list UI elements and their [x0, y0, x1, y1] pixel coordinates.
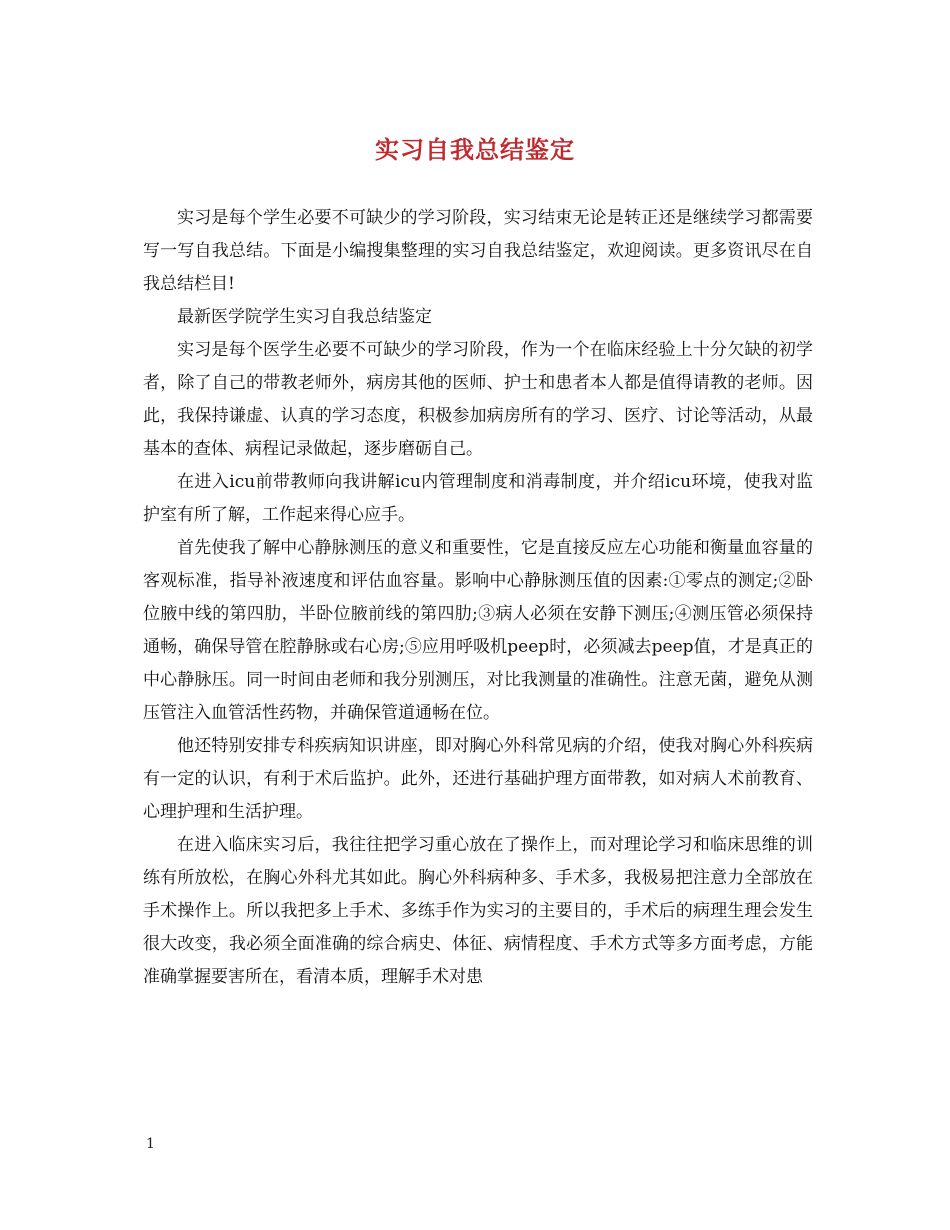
document-body [143, 202, 813, 994]
document-title: 实习自我总结鉴定 [375, 136, 575, 164]
paragraph-internship: 实习是每个医学生必要不可缺少的学习阶段，作为一个在临床经验上十分欠缺的初学者，除了自己的带教老师外，病房其他的医师、护士和患者本人都是值得请教的老师。因此，我保持谦虚、认真的学习态度，积极参加病房所有的学习、医疗、讨论等活动，从最基本的查体、病程记录做起，逐步磨砺自己。 [143, 340, 813, 459]
paragraph-lectures: 他还特别安排专科疾病知识讲座，即对胸心外科常见病的介绍，使我对胸心外科疾病有一定的认识，有利于术后监护。此外，还进行基础护理方面带教，如对病人术前教育、心理护理和生活护理。 [143, 736, 813, 822]
page-number: 1 [146, 1136, 155, 1152]
paragraph-cvp: 首先使我了解中心静脉测压的意义和重要性，它是直接反应左心功能和衡量血容量的客观标准，指导补液速度和评估血容量。影响中心静脉测压值的因素:①零点的测定;②卧位腋中线的第四肋，半卧位腋前线的第四肋;③病人必须在安静下测压;④测压管必须保持通畅，确保导管在腔静脉或右心房;⑤应用呼吸机peep时，必须减去peep值，才是真正的中心静脉压。同一时间由老师和我分别测压，对比我测量的准确性。注意无菌，避免从测压管注入血管活性药物，并确保管道通畅在位。 [143, 538, 813, 723]
paragraph-icu: 在进入icu前带教师向我讲解icu内管理制度和消毒制度，并介绍icu环境，使我对监护室有所了解，工作起来得心应手。 [143, 472, 813, 525]
paragraph-clinical: 在进入临床实习后，我往往把学习重心放在了操作上，而对理论学习和临床思维的训练有所放松，在胸心外科尤其如此。胸心外科病种多、手术多，我极易把注意力全部放在手术操作上。所以我把多上手术、多练手作为实习的主要目的，手术后的病理生理会发生很大改变，我必须全面准确的综合病史、体征、病情程度、手术方式等多方面考虑，方能准确掌握要害所在，看清本质，理解手术对患 [143, 835, 813, 987]
paragraph-intro: 实习是每个学生必要不可缺少的学习阶段，实习结束无论是转正还是继续学习都需要写一写自我总结。下面是小编搜集整理的实习自我总结鉴定，欢迎阅读。更多资讯尽在自我总结栏目! [143, 208, 813, 294]
paragraph-subheading: 最新医学院学生实习自我总结鉴定 [177, 307, 432, 327]
